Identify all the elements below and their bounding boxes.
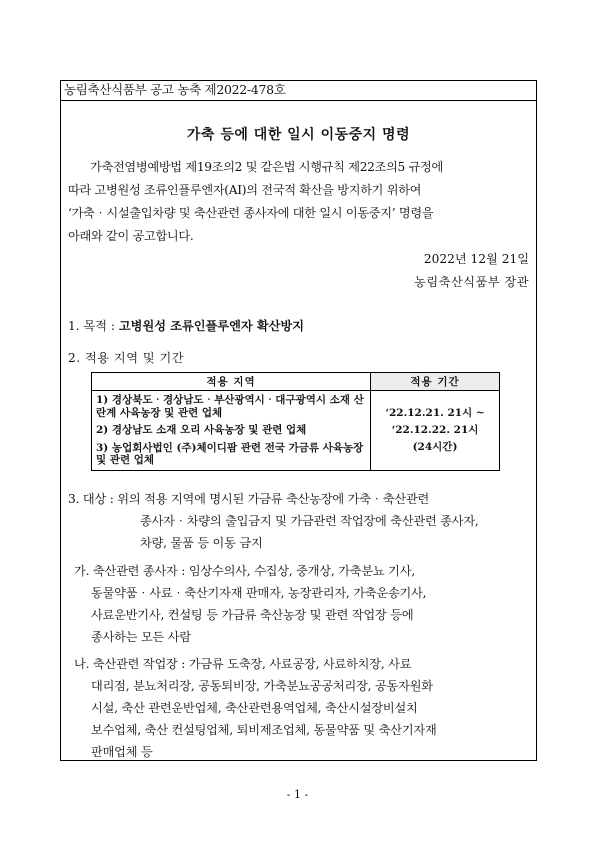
- section-area-period-heading: 2. 적용 지역 및 기간: [68, 351, 185, 365]
- table-row: [92, 391, 500, 471]
- area-item: 1) 경상북도‧경상남도‧부산광역시‧대구광역시 소재 산란계 사육농장 및 관련 업체: [96, 394, 364, 419]
- period-line: ‘22.12.22. 21시: [391, 423, 479, 436]
- section-purpose: [68, 317, 304, 334]
- header-area: 적용 지역: [92, 373, 371, 391]
- subsection-livestock-workplaces: [74, 653, 534, 763]
- target-line: 종사자‧차량의 출입금지 및 가금관련 작업장에 축산관련 종사자,: [140, 514, 479, 528]
- intro-line: ‘가축‧시설출입차량 및 축산관련 종사자에 대한 일시 이동중지’ 명령을: [68, 206, 434, 220]
- area-item: 2) 경상남도 소재 오리 사육농장 및 관련 업체: [96, 424, 307, 436]
- intro-paragraph: [68, 156, 529, 248]
- intro-line: 따라 고병원성 조류인플루엔자(AI)의 전국적 확산을 방지하기 위하여: [68, 183, 422, 197]
- workplaces-line: 나. 축산관련 작업장 : 가금류 도축장, 사료공장, 사료하치장, 사료: [74, 657, 412, 671]
- notice-signer: 농림축산식품부 장관: [414, 275, 529, 289]
- period-line: (24시간): [412, 440, 458, 453]
- intro-line: 아래와 같이 공고합니다.: [68, 229, 194, 243]
- workers-line: 종사하는 모든 사람: [91, 630, 191, 644]
- area-period-table: [91, 372, 500, 471]
- document-title: 가축 등에 대한 일시 이동중지 명령: [186, 127, 411, 143]
- period-cell: [371, 391, 500, 471]
- notice-number: 농림축산식품부 공고 농축 제2022-478호: [64, 82, 286, 97]
- section-purpose-label: 1. 목적 :: [68, 319, 116, 333]
- workplaces-line: 보수업체, 축산 컨설팅업체, 퇴비제조업체, 동물약품 및 축산기자재: [91, 723, 437, 737]
- area-item: 3) 농업회사법인 (주)체이디팜 관련 전국 가금류 사육농장 및 관련 업체: [96, 441, 364, 466]
- workplaces-line: 판매업체 등: [91, 745, 153, 759]
- period-line: ‘22.12.21. 21시 ~: [385, 406, 485, 419]
- area-cell: [92, 391, 371, 471]
- workers-line: 가. 축산관련 종사자 : 임상수의사, 수집상, 중개상, 가축분뇨 기사,: [74, 564, 415, 578]
- section-purpose-value: 고병원성 조류인플루엔자 확산방지: [118, 319, 304, 333]
- intro-line: 가축전염병예방법 제19조의2 및 같은법 시행규칙 제22조의5 규정에: [90, 160, 443, 174]
- page-number: - 1 -: [286, 788, 309, 801]
- target-line: 차량, 물품 등 이동 금지: [140, 536, 263, 550]
- workplaces-line: 시설, 축산 관련운반업체, 축산관련용역업체, 축산시설장비설치: [91, 701, 418, 715]
- subsection-livestock-workers: [74, 560, 534, 648]
- target-line: 3. 대상 : 위의 적용 지역에 명시된 가금류 축산농장에 가축‧축산관련: [68, 492, 430, 506]
- header-divider: [60, 100, 537, 101]
- section-target: [68, 488, 532, 554]
- notice-date: 2022년 12월 21일: [423, 252, 529, 266]
- header-period: 적용 기간: [371, 373, 500, 391]
- workers-line: 동물약품‧사료‧축산기자재 판매자, 농장관리자, 가축운송기사,: [91, 586, 427, 600]
- workplaces-line: 대리점, 분뇨처리장, 공동퇴비장, 가축분뇨공공처리장, 공동자원화: [91, 679, 433, 693]
- table-header-row: [92, 373, 500, 391]
- workers-line: 사료운반기사, 컨설팅 등 가금류 축산농장 및 관련 작업장 등에: [91, 608, 414, 622]
